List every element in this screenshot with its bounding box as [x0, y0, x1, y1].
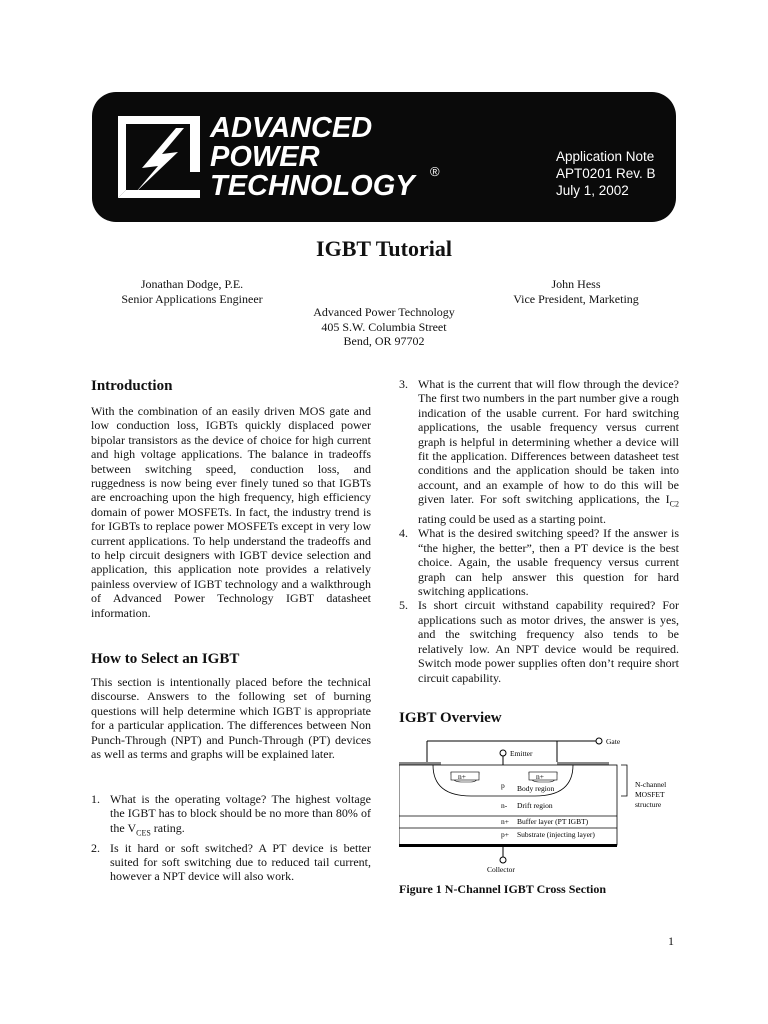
list-number: 1. [91, 792, 100, 806]
substrate-label: Substrate (injecting layer) [517, 830, 595, 839]
emitter-terminal-icon [500, 750, 506, 756]
select-igbt-heading: How to Select an IGBT [91, 651, 240, 667]
note-label: Application Note [556, 149, 655, 164]
author-block-2 [476, 277, 676, 306]
question-list-right [399, 377, 679, 685]
registered-mark: ® [430, 164, 440, 179]
lightning-logo-icon [118, 116, 200, 198]
affiliation-line: Advanced Power Technology [313, 305, 455, 319]
igbt-cross-section-diagram [399, 736, 699, 876]
page-number: 1 [668, 934, 674, 948]
collector-terminal-icon [500, 857, 506, 863]
list-number: 2. [91, 840, 100, 855]
list-item [91, 792, 371, 841]
p-label: p [501, 781, 505, 790]
emitter-label: Emitter [510, 749, 533, 758]
list-item [91, 841, 371, 884]
mosfet-label-line2: MOSFET [635, 790, 665, 799]
subscript: CES [136, 828, 151, 838]
author-name: Jonathan Dodge, P.E. [140, 277, 244, 291]
logo-line-power: POWER [210, 141, 320, 173]
affiliation-line: 405 S.W. Columbia Street [321, 319, 447, 334]
gate-terminal-icon [596, 738, 602, 744]
n-plus-left-label: n+ [458, 772, 466, 781]
question-text-end: rating. [150, 820, 185, 835]
gate-oxide-right [557, 762, 609, 765]
buffer-layer-label: Buffer layer (PT IGBT) [517, 817, 589, 826]
introduction-paragraph: With the combination of an easily driven MOS gate and low conduction loss, IGBTs quickly displaced power bipolar transistors as the device of choice for high current and high voltage applications. The balance in tradeoffs between switching speed, conduction loss, and ruggedness is now being ever finely tuned so that IGBTs are encroaching upon the high frequency, high efficiency domain of power MOSFETs. In fact, the industry trend is for IGBTs to replace power MOSFETs except in very low current applications. To help understand the tradeoffs and to help circuit designers with IGBT device selection and application, this application note provides a relatively painless overview of IGBT technology and a walkthrough of Advanced Power Technology IGBT datasheet information. [91, 404, 371, 620]
affiliation-address [284, 305, 484, 349]
n-plus-right-label: n+ [536, 772, 544, 781]
note-date: July 1, 2002 [556, 183, 629, 198]
question-text: What is the desired switching speed? If the answer is “the higher, the better”, then a PT device is the best choice. Again, the usable frequency versus current graph can help answer this question for hard switching applications. [418, 526, 679, 599]
list-item [399, 526, 679, 598]
igbt-overview-heading: IGBT Overview [399, 710, 502, 726]
question-text: Is short circuit withstand capability required? For applications such as motor drives, the answer is yes, and the switching frequency also tends to be relatively low. An NPT device would be required. Switch mode power supplies often don’t require short circuit capability. [418, 598, 679, 685]
introduction-heading: Introduction [91, 378, 173, 394]
subscript: C2 [669, 499, 679, 509]
author-name: John Hess [551, 277, 601, 291]
author-block-1 [92, 277, 292, 306]
question-text: What is the current that will flow through the device? The first two numbers in the part number give a rough indication of the usable current. For hard switching applications, the usable frequency versus current graph is helpful in determining whether a device will fit the application. Differences between datasheet test conditions and the application should be taken into account, and an example of how to do this will be given later. For soft switching applications, the I [418, 377, 679, 507]
list-number: 4. [399, 526, 408, 541]
collector-metal [399, 844, 617, 847]
gate-oxide-left [399, 762, 441, 765]
logo-line-advanced: ADVANCED [210, 112, 373, 144]
page-title: IGBT Tutorial [316, 236, 452, 261]
company-logo-text [210, 114, 450, 201]
author-role: Vice President, Marketing [513, 291, 639, 306]
mosfet-label-line3: structure [635, 800, 662, 809]
n-plus-buffer-label: n+ [501, 817, 509, 826]
question-text: What is the operating voltage? The highest voltage the IGBT has to block should be no more than 80% of the V [110, 792, 371, 835]
mosfet-label-line1: N-channel [635, 780, 667, 789]
list-item [399, 377, 679, 526]
question-text-end: rating could be used as a starting point. [418, 512, 606, 527]
application-note-info [556, 148, 656, 199]
question-list-left [91, 792, 371, 884]
author-role: Senior Applications Engineer [121, 291, 263, 306]
affiliation-line: Bend, OR 97702 [343, 334, 425, 348]
collector-label: Collector [487, 865, 515, 874]
n-minus-label: n- [501, 801, 508, 810]
figure-caption: Figure 1 N-Channel IGBT Cross Section [399, 882, 607, 896]
body-region-label: Body region [517, 784, 555, 793]
logo-line-technology: TECHNOLOGY [210, 170, 415, 202]
list-item [399, 598, 679, 684]
select-igbt-paragraph: This section is intentionally placed before the technical discourse. Answers to the following set of burning questions will help determine which IGBT is appropriate for a particular application. The differences between Non Punch-Through (NPT) and Punch-Through (PT) devices as well as terms and graphs will be explained later. [91, 675, 371, 762]
gate-label: Gate [606, 737, 621, 746]
list-number: 5. [399, 598, 408, 613]
header-banner [92, 92, 676, 222]
list-number: 3. [399, 377, 408, 391]
question-text: Is it hard or soft switched? A PT device is better suited for soft switching due to reduced tail current, however a NPT device will also work. [110, 840, 371, 884]
mosfet-bracket [621, 765, 627, 796]
note-number: APT0201 Rev. B [556, 166, 656, 181]
p-plus-label: p+ [501, 830, 509, 839]
drift-region-label: Drift region [517, 801, 553, 810]
